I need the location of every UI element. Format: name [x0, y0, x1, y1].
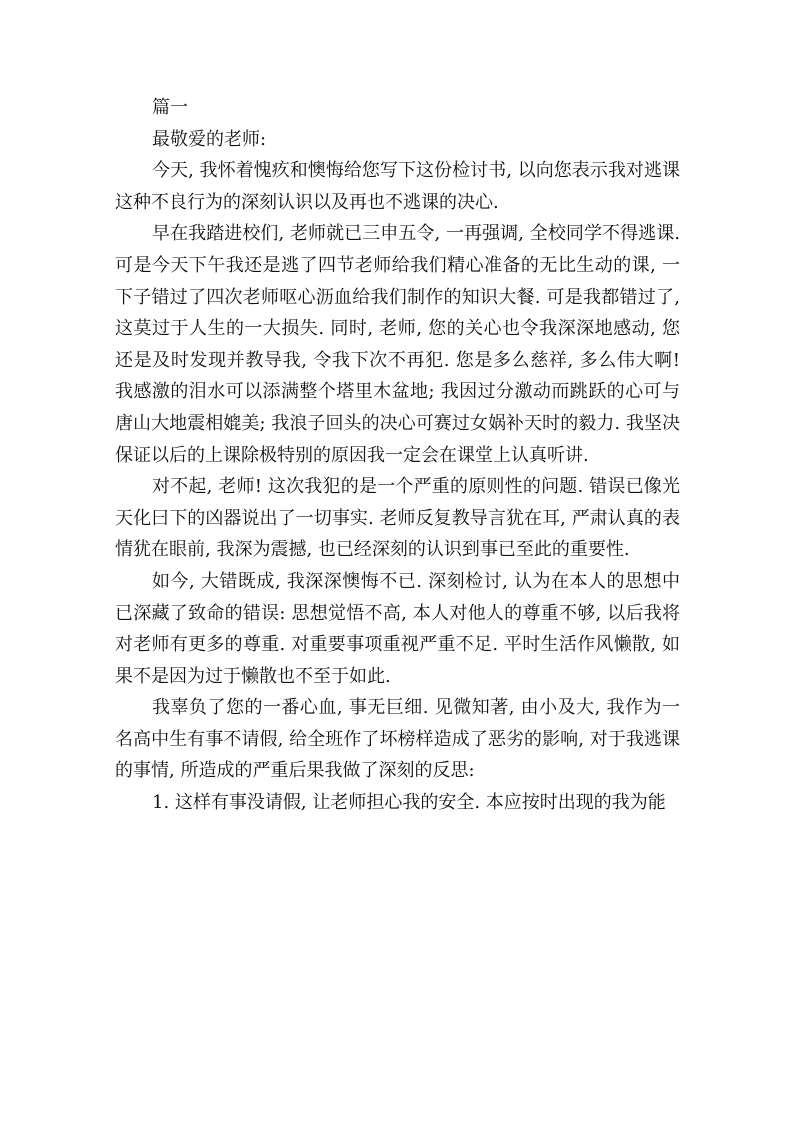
- paragraph-4: 如今, 大错既成, 我深深懊悔不已. 深刻检讨, 认为在本人的思想中已深藏了致命的错误: 思想觉悟不高, 本人对他人的尊重不够, 以后我将对老师有更多的尊重. 对重要事项重视严重不足. 平时生活作风懒散, 如果不是因为过于懒散也不至于如此.: [115, 570, 680, 687]
- list-item-1: 1. 这样有事没请假, 让老师担心我的安全. 本应按时出现的我为能: [152, 792, 666, 814]
- paragraph-1: 今天, 我怀着愧疚和懊悔给您写下这份检讨书, 以向您表示我对逃课这种不良行为的深刻认识以及再也不逃课的决心.: [115, 160, 680, 213]
- salutation: 最敬爱的老师:: [152, 128, 267, 150]
- section-heading: 篇一: [152, 97, 188, 118]
- paragraph-5: 我辜负了您的一番心血, 事无巨细. 见微知著, 由小及大, 我作为一名高中生有事不请假, 给全班作了坏榜样造成了恶劣的影响, 对于我逃课的事情, 所造成的严重后果我做了深刻的反思:: [115, 697, 680, 782]
- paragraph-2: 早在我踏进校们, 老师就已三申五令, 一再强调, 全校同学不得逃课. 可是今天下午我还是逃了四节老师给我们精心准备的无比生动的课, 一下子错过了四次老师呕心沥血给我们制作的知识大餐. 可是我都错过了, 这莫过于人生的一大损失. 同时, 老师, 您的关心也令我深深地感动, 您还是及时发现并教导我, 令我下次不再犯. 您是多么慈祥, 多么伟大啊! 我感激的泪水可以添满整个塔里木盆地; 我因过分激动而跳跃的心可与唐山大地震相媲美; 我浪子回头的决心可赛过女娲补天时的毅力. 我坚决保证以后的上课除极特别的原因我一定会在课堂上认真听讲.: [115, 223, 680, 466]
- letter-body: [115, 92, 680, 819]
- paragraph-3: 对不起, 老师! 这次我犯的是一个严重的原则性的问题. 错误已像光天化曰下的凶器说出了一切事实. 老师反复教导言犹在耳, 严肃认真的表情犹在眼前, 我深为震撼, 也已经深刻的认识到事已至此的重要性.: [115, 476, 680, 561]
